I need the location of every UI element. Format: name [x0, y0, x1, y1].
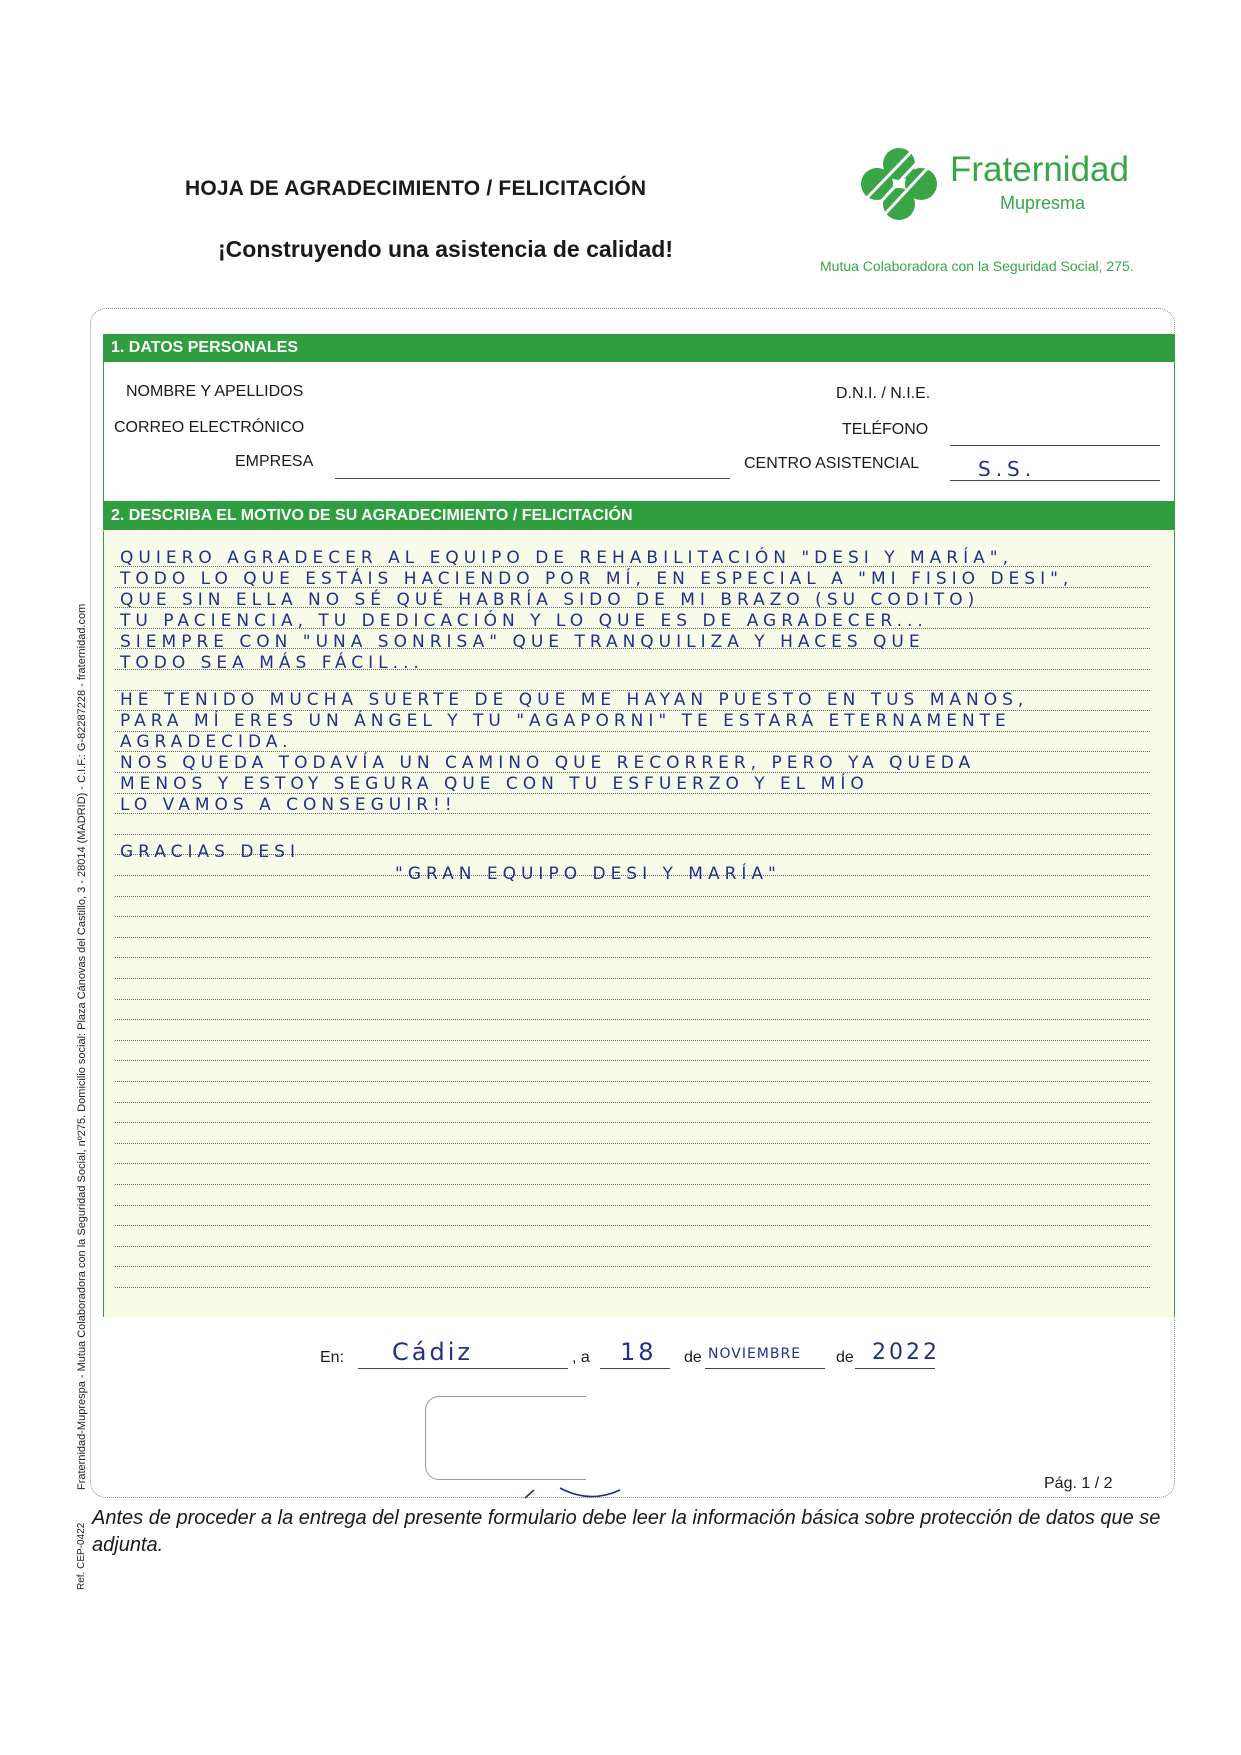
- message-line: TU PACIENCIA, TU DEDICACIÓN Y LO QUE ES DE AGRADECER...: [120, 611, 928, 631]
- message-line: TODO SEA MÁS FÁCIL...: [120, 653, 424, 673]
- ruled-line: [115, 937, 1150, 938]
- ruled-line: [115, 1019, 1150, 1020]
- message-line: PARA MÍ ERES UN ÁNGEL Y TU "AGAPORNI" TE ESTARÁ ETERNAMENTE: [120, 711, 1011, 731]
- dni-label: D.N.I. / N.I.E.: [836, 385, 931, 402]
- message-line: QUIERO AGRADECER AL EQUIPO DE REHABILITACIÓN "DESI Y MARÍA",: [120, 548, 1013, 568]
- de2-label: de: [836, 1349, 854, 1366]
- month-field[interactable]: [705, 1368, 825, 1369]
- ruled-line: [115, 896, 1150, 897]
- signature-box[interactable]: [425, 1396, 586, 1480]
- ruled-line: [115, 1246, 1150, 1247]
- section2-header: 2. DESCRIBA EL MOTIVO DE SU AGRADECIMIENTO / FELICITACIÓN: [103, 502, 1175, 530]
- centro-value: S.S.: [978, 457, 1037, 481]
- ruled-line: [115, 1081, 1150, 1082]
- centro-label: CENTRO ASISTENCIAL: [744, 455, 920, 472]
- city-value: Cádiz: [392, 1338, 473, 1366]
- month-value: NOVIEMBRE: [708, 1346, 802, 1362]
- message-line: MENOS Y ESTOY SEGURA QUE CON TU ESFUERZO Y EL MÍO: [120, 774, 869, 794]
- privacy-footer: Antes de proceder a la entrega del presente formulario debe leer la información básica sobre protección de datos que se adjunta.: [92, 1507, 1161, 1556]
- year-field[interactable]: [855, 1368, 935, 1369]
- empresa-field[interactable]: [335, 478, 730, 479]
- ruled-line: [115, 1205, 1150, 1206]
- message-line: SIEMPRE CON "UNA SONRISA" QUE TRANQUILIZA Y HACES QUE: [120, 632, 925, 652]
- ruled-line: [115, 1040, 1150, 1041]
- fraternidad-logo-icon: [855, 148, 945, 220]
- form-title: HOJA DE AGRADECIMIENTO / FELICITACIÓN: [185, 177, 647, 200]
- ruled-line: [115, 1143, 1150, 1144]
- section1-header: 1. DATOS PERSONALES: [103, 334, 1175, 362]
- de-label: de: [684, 1349, 702, 1366]
- message-line: GRACIAS DESI: [120, 842, 300, 862]
- ruled-line: [115, 1163, 1150, 1164]
- city-field[interactable]: [358, 1368, 568, 1369]
- nombre-label: NOMBRE Y APELLIDOS: [126, 383, 304, 400]
- day-value: 18: [620, 1338, 657, 1366]
- day-field[interactable]: [600, 1368, 670, 1369]
- brand-name: Fraternidad: [950, 150, 1129, 189]
- correo-label: CORREO ELECTRÓNICO: [114, 419, 305, 436]
- telefono-label: TELÉFONO: [842, 421, 929, 438]
- message-line: LO VAMOS A CONSEGUIR!!: [120, 795, 457, 815]
- page-number: Pág. 1 / 2: [1044, 1475, 1113, 1492]
- ruled-line: [115, 1225, 1150, 1226]
- ruled-line: [115, 1060, 1150, 1061]
- ruled-line: [115, 957, 1150, 958]
- message-line: NOS QUEDA TODAVÍA UN CAMINO QUE RECORRER, PERO YA QUEDA: [120, 753, 976, 773]
- year-value: 2022: [872, 1340, 940, 1365]
- ruled-line: [115, 1102, 1150, 1103]
- ruled-line: [115, 834, 1150, 835]
- ruled-line: [115, 1266, 1150, 1267]
- empresa-label: EMPRESA: [235, 453, 314, 470]
- ruled-line: [115, 999, 1150, 1000]
- ruled-line: [115, 1184, 1150, 1185]
- ruled-line: [115, 1287, 1150, 1288]
- side-legal-text: Fraternidad-Muprespa - Mutua Colaboradora con la Seguridad Social, nº275. Domicilio social: Plaza Cánovas del Castillo, 3 - 28014 (MADRID) - C.I.F.: G-82287228 - fraternidad.com: [76, 603, 88, 1490]
- message-line: AGRADECIDA.: [120, 732, 293, 752]
- signature-mark: [520, 1478, 630, 1508]
- message-line: TODO LO QUE ESTÁIS HACIENDO POR MÍ, EN ESPECIAL A "MI FISIO DESI",: [120, 569, 1074, 589]
- ruled-line: [115, 916, 1150, 917]
- telefono-field[interactable]: [950, 445, 1160, 446]
- message-line: HE TENIDO MUCHA SUERTE DE QUE ME HAYAN PUESTO EN TUS MANOS,: [120, 690, 1029, 710]
- brand-sub: Mupresma: [1000, 193, 1086, 213]
- form-subtitle: ¡Construyendo una asistencia de calidad!: [218, 236, 673, 262]
- mutua-text: Mutua Colaboradora con la Seguridad Social, 275.: [820, 258, 1134, 274]
- message-line: "GRAN EQUIPO DESI Y MARÍA": [395, 864, 781, 884]
- a-label: , a: [572, 1349, 590, 1366]
- reference-code: Ref. CEP-0422: [76, 1522, 87, 1590]
- ruled-line: [115, 1122, 1150, 1123]
- message-line: QUE SIN ELLA NO SÉ QUÉ HABRÍA SIDO DE MI BRAZO (SU CODITO): [120, 590, 980, 610]
- en-label: En:: [320, 1349, 345, 1366]
- ruled-line: [115, 978, 1150, 979]
